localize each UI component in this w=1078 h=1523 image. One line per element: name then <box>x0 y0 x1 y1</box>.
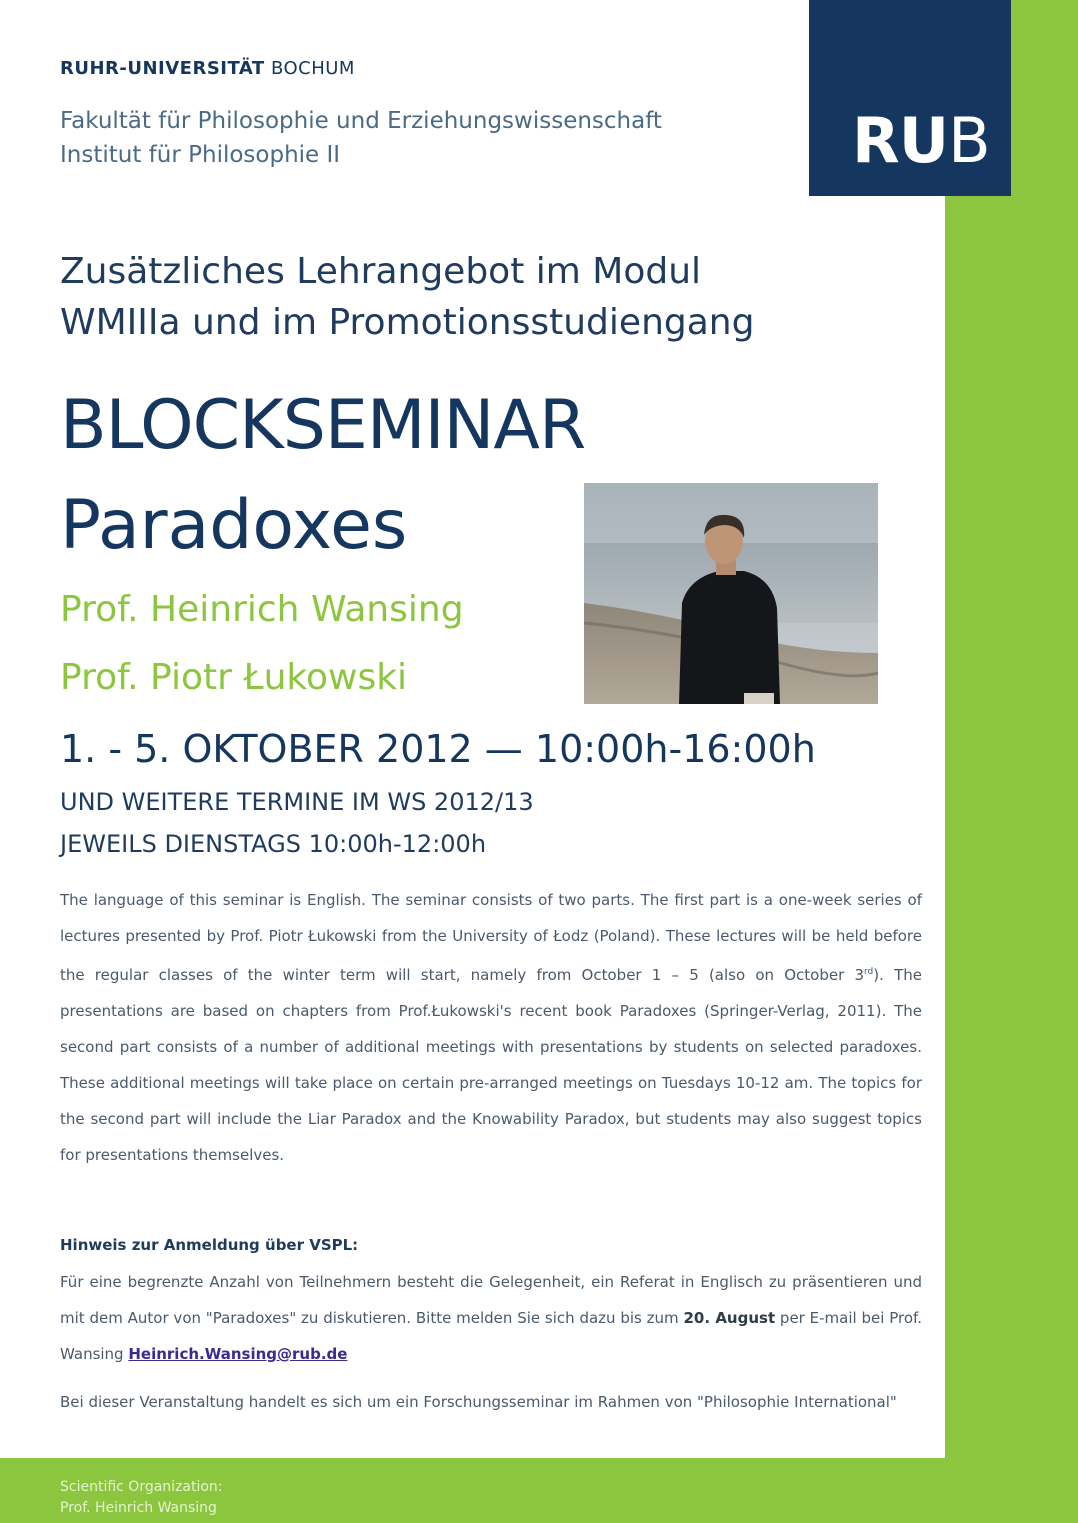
registration-deadline: 20. August <box>683 1309 776 1327</box>
main-dates: 1. - 5. OKTOBER 2012 — 10:00h-16:00h <box>60 727 816 771</box>
logo-bold-part: RU <box>852 104 949 177</box>
seminar-description <box>60 882 922 1173</box>
university-name-light: BOCHUM <box>270 58 355 79</box>
additional-dates-line-2: JEWEILS DIENSTAGS 10:00h-12:00h <box>60 830 487 858</box>
green-footer-band <box>0 1458 1078 1523</box>
intro-line-2: WMIIIa und im Promotionsstudiengang <box>60 302 755 343</box>
university-name-bold: RUHR-UNIVERSITÄT <box>60 58 265 79</box>
footer-name: Prof. Heinrich Wansing <box>60 1500 217 1516</box>
description-part-1: The language of this seminar is English. The seminar consists of two parts. The first part is a one-week series of lectures presented by Prof. Piotr Łukowski from the University of Łodz (Poland). These lectures will be held before the regular classes of the winter term will start, namely from October 1 – 5 (also on October 3 <box>60 891 922 984</box>
email-link[interactable]: Heinrich.Wansing@rub.de <box>128 1345 348 1363</box>
faculty-name: Fakultät für Philosophie und Erziehungswissenschaft <box>60 108 662 134</box>
intro-line-1: Zusätzliches Lehrangebot im Modul <box>60 251 702 292</box>
institute-name: Institut für Philosophie II <box>60 142 341 168</box>
speaker-1: Prof. Heinrich Wansing <box>60 589 464 630</box>
footer-label: Scientific Organization: <box>60 1479 223 1495</box>
speaker-photo <box>584 483 878 704</box>
description-superscript: rd <box>864 967 874 977</box>
additional-dates-line-1: UND WEITERE TERMINE IM WS 2012/13 <box>60 788 534 816</box>
registration-title: Hinweis zur Anmeldung über VSPL: <box>60 1236 359 1254</box>
seminar-headline: BLOCKSEMINAR <box>60 386 586 465</box>
green-side-band <box>945 0 1078 1523</box>
speaker-photo-image <box>584 483 878 704</box>
research-seminar-note: Bei dieser Veranstaltung handelt es sich um ein Forschungsseminar im Rahmen von "Philosophie International" <box>60 1393 897 1411</box>
university-name <box>60 60 355 78</box>
description-part-2: ). The presentations are based on chapters from Prof.Łukowski's recent book Paradoxes (Springer-Verlag, 2011). The second part consists of a number of additional meetings with presentations by students on selected paradoxes. These additional meetings will take place on certain pre-arranged meetings on Tuesdays 10-12 am. The topics for the second part will include the Liar Paradox and the Knowability Paradox, but students may also suggest topics for presentations themselves. <box>60 966 922 1164</box>
seminar-topic: Paradoxes <box>60 486 408 565</box>
logo-light-part: B <box>948 104 990 177</box>
registration-contact: per E-mail bei Prof. Wansing <box>60 1309 922 1363</box>
registration-text <box>60 1264 922 1372</box>
speaker-2: Prof. Piotr Łukowski <box>60 657 408 698</box>
rub-logo-text <box>852 104 990 177</box>
registration-body: Für eine begrenzte Anzahl von Teilnehmern besteht die Gelegenheit, ein Referat in Englisch zu präsentieren und mit dem Autor von "Paradoxes" zu diskutieren. Bitte melden Sie sich dazu bis zum <box>60 1273 922 1327</box>
